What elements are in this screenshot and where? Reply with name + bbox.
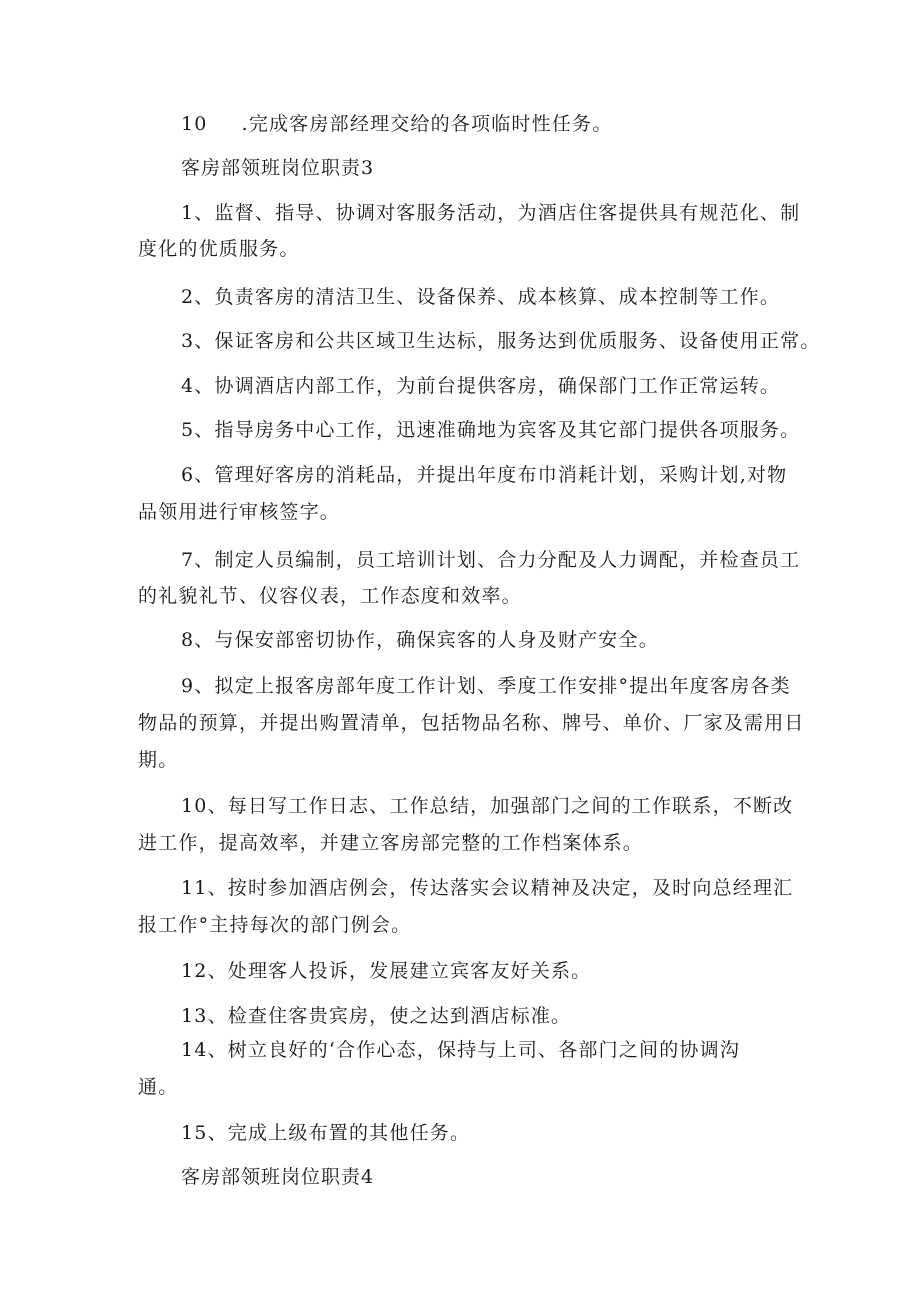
item-11-line-1: 11、按时参加酒店例会，传达落实会议精神及决定，及时向总经理汇 bbox=[181, 877, 794, 899]
item-7-line-1: 7、制定人员编制，员工培训计划、合力分配及人力调配，并检查员工 bbox=[181, 549, 801, 571]
item-5: 5、指导房务中心工作，迅速准确地为宾客及其它部门提供各项服务。 bbox=[181, 419, 801, 441]
section-4-title: 客房部领班岗位职责4 bbox=[181, 1166, 375, 1188]
item-14-line-2: 通。 bbox=[138, 1076, 179, 1098]
item-9-line-1: 9、拟定上报客房部年度工作计划、季度工作安排°提出年度客房各类 bbox=[181, 675, 791, 697]
item-10-line-2: 进工作，提高效率，并建立客房部完整的工作档案体系。 bbox=[138, 832, 644, 854]
item-12: 12、处理客人投诉，发展建立宾客友好关系。 bbox=[181, 960, 592, 982]
item-7-line-2: 的礼貌礼节、仪容仪表，工作态度和效率。 bbox=[138, 585, 522, 607]
item-6-line-2: 品领用进行审核签字。 bbox=[138, 501, 341, 523]
item-6-line-1: 6、管理好客房的消耗品，并提出年度布巾消耗计划，采购计划,对物 bbox=[181, 464, 788, 486]
item-15: 15、完成上级布置的其他任务。 bbox=[181, 1122, 471, 1144]
item-3: 3、保证客房和公共区域卫生达标，服务达到优质服务、设备使用正常。 bbox=[181, 330, 821, 352]
item-9-line-2: 物品的预算，并提出购置清单，包括物品名称、牌号、单价、厂家及需用日 bbox=[138, 712, 805, 734]
item-14-line-1: 14、树立良好的‘合作心态，保持与上司、各部门之间的协调沟 bbox=[181, 1039, 741, 1061]
section-3-title: 客房部领班岗位职责3 bbox=[181, 157, 375, 179]
intro-item-text: .完成客房部经理交给的各项临时性任务。 bbox=[241, 113, 613, 135]
item-13: 13、检查住客贵宾房，使之达到酒店标准。 bbox=[181, 1005, 572, 1027]
item-1-line-1: 1、监督、指导、协调对客服务活动，为酒店住客提供具有规范化、制 bbox=[181, 202, 801, 224]
intro-item bbox=[181, 112, 612, 136]
item-4: 4、协调酒店内部工作，为前台提供客房，确保部门工作正常运转。 bbox=[181, 375, 781, 397]
item-9-line-3: 期。 bbox=[138, 749, 179, 771]
item-11-line-2: 报工作°主持每次的部门例会。 bbox=[138, 914, 412, 936]
item-1-line-2: 度化的优质服务。 bbox=[138, 238, 300, 260]
item-2: 2、负责客房的清洁卫生、设备保养、成本核算、成本控制等工作。 bbox=[181, 286, 781, 308]
item-8: 8、与保安部密切协作，确保宾客的人身及财产安全。 bbox=[181, 629, 659, 651]
intro-item-number: 10 bbox=[181, 113, 208, 135]
item-10-line-1: 10、每日写工作日志、工作总结，加强部门之间的工作联系，不断改 bbox=[181, 795, 794, 817]
